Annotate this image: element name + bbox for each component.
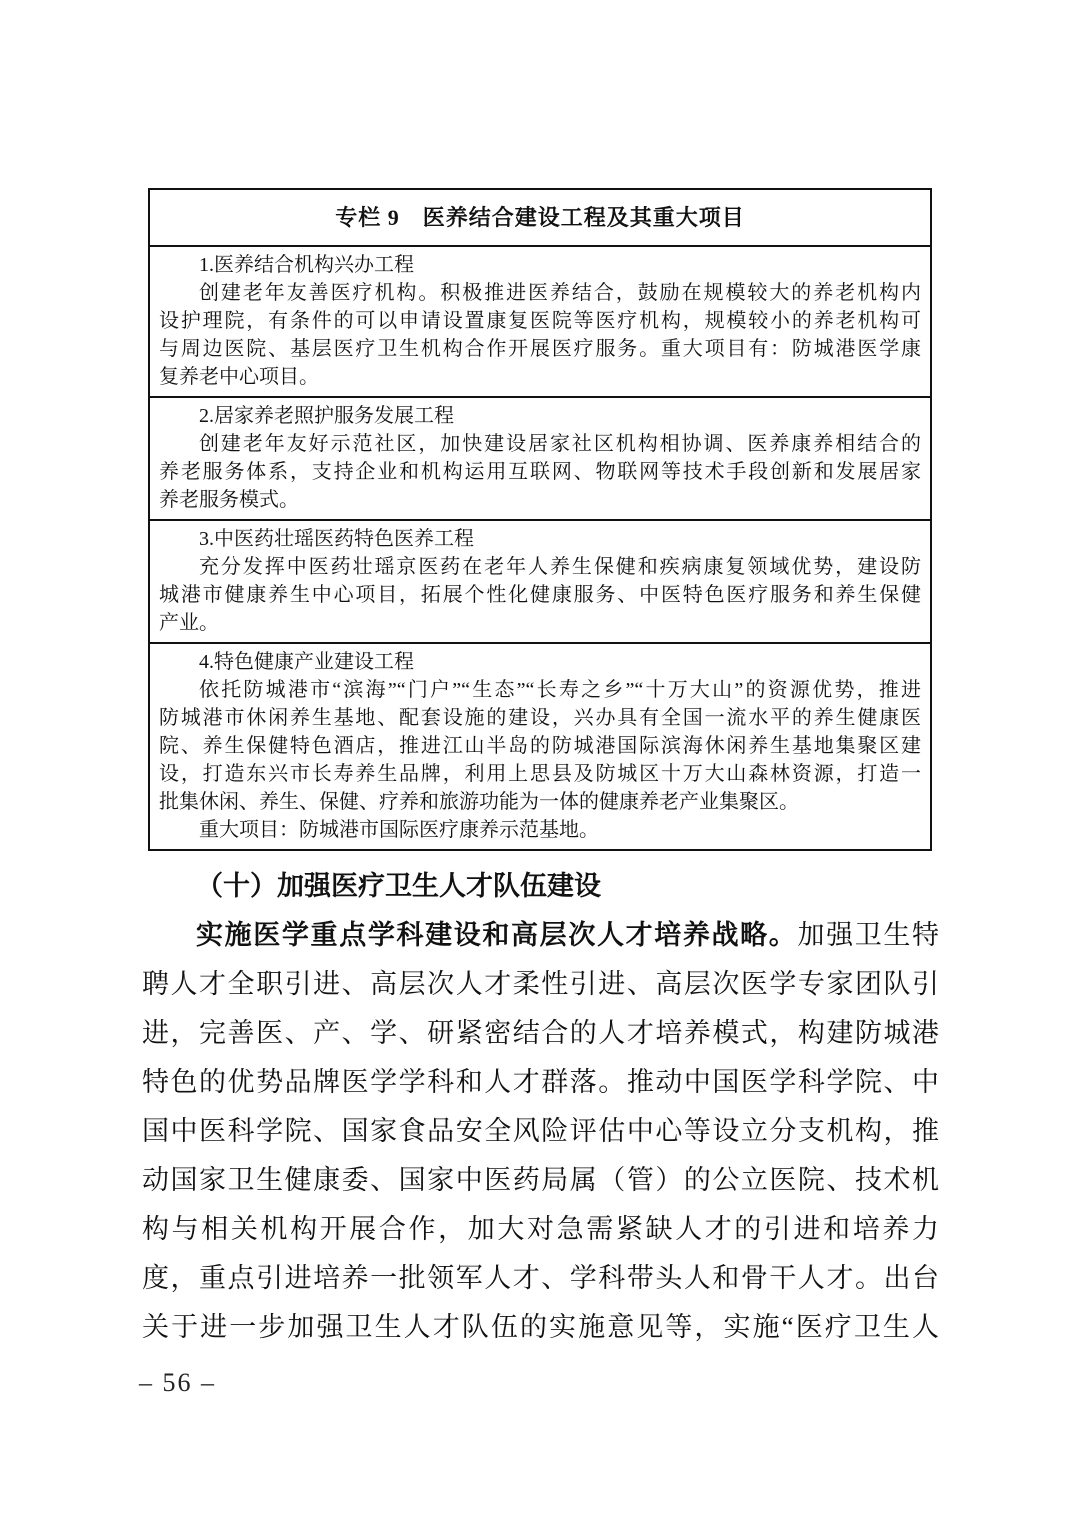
project-3-heading: 3.中医药壮瑶医药特色医养工程 [199,528,474,550]
bold-lead-sentence: 实施医学重点学科建设和高层次人才培养战略。 [196,920,798,950]
project-2-line: 创建老年友好示范社区，加快建设居家社区机构相协调、医养康养相结合的 [199,433,921,455]
body-line: 国中医科学院、国家食品安全风险评估中心等设立分支机构，推 [142,1116,939,1146]
section-10 [142,862,939,1352]
project-4-major-project-line: 重大项目：防城港市国际医疗康养示范基地。 [199,819,599,841]
panel-row-1 [150,245,930,396]
project-4-line: 设，打造东兴市长寿养生品牌，利用上思县及防城区十万大山森林资源，打造一 [159,763,921,785]
panel-row-2 [150,396,930,519]
project-2-line: 养老服务模式。 [159,489,299,511]
body-line: 聘人才全职引进、高层次人才柔性引进、高层次医学专家团队引 [142,969,939,999]
project-2-line: 养老服务体系，支持企业和机构运用互联网、物联网等技术手段创新和发展居家 [159,461,921,483]
body-line: 动国家卫生健康委、国家中医药局属（管）的公立医院、技术机 [142,1165,939,1195]
body-line: 进，完善医、产、学、研紧密结合的人才培养模式，构建防城港 [142,1018,939,1048]
body-line: 关于进一步加强卫生人才队伍的实施意见等，实施“医疗卫生人 [142,1312,939,1342]
project-1-line: 与周边医院、基层医疗卫生机构合作开展医疗服务。重大项目有：防城港医学康 [159,338,921,360]
project-4-line: 防城港市休闲养生基地、配套设施的建设，兴办具有全国一流水平的养生健康医 [159,707,921,729]
project-1-line: 创建老年友善医疗机构。积极推进医养结合，鼓励在规模较大的养老机构内 [199,282,921,304]
body-line: 构与相关机构开展合作，加大对急需紧缺人才的引进和培养力 [142,1214,939,1244]
page-number: – 56 – [139,1368,216,1397]
project-3-line: 城港市健康养生中心项目，拓展个性化健康服务、中医特色医疗服务和养生保健 [159,584,921,606]
panel-row-3 [150,519,930,642]
project-4-heading: 4.特色健康产业建设工程 [199,651,414,673]
panel-title: 专栏 9 医养结合建设工程及其重大项目 [335,205,745,230]
project-1-line: 复养老中心项目。 [159,366,319,388]
project-3-line: 产业。 [159,612,219,634]
project-4-line: 院、养生保健特色酒店，推进江山半岛的防城港国际滨海休闲养生基地集聚区建 [159,735,921,757]
project-1-heading: 1.医养结合机构兴办工程 [199,254,414,276]
body-line: 度，重点引进培养一批领军人才、学科带头人和骨干人才。出台 [142,1263,939,1293]
body-line: 特色的优势品牌医学学科和人才群落。推动中国医学科学院、中 [142,1067,939,1097]
body-line [142,911,939,960]
project-4-line: 批集休闲、养生、保健、疗养和旅游功能为一体的健康养老产业集聚区。 [159,791,799,813]
panel-row-4 [150,642,930,849]
section-10-heading: （十）加强医疗卫生人才队伍建设 [196,871,601,901]
project-1-line: 设护理院，有条件的可以申请设置康复医院等医疗机构，规模较小的养老机构可 [159,310,921,332]
lead-rest: 加强卫生特 [797,920,940,950]
project-3-line: 充分发挥中医药壮瑶京医药在老年人养生保健和疾病康复领域优势，建设防 [199,556,921,578]
project-4-line: 依托防城港市“滨海”“门户”“生态”“长寿之乡”“十万大山”的资源优势，推进 [199,679,921,701]
project-2-heading: 2.居家养老照护服务发展工程 [199,405,454,427]
column-9-panel [148,188,932,851]
